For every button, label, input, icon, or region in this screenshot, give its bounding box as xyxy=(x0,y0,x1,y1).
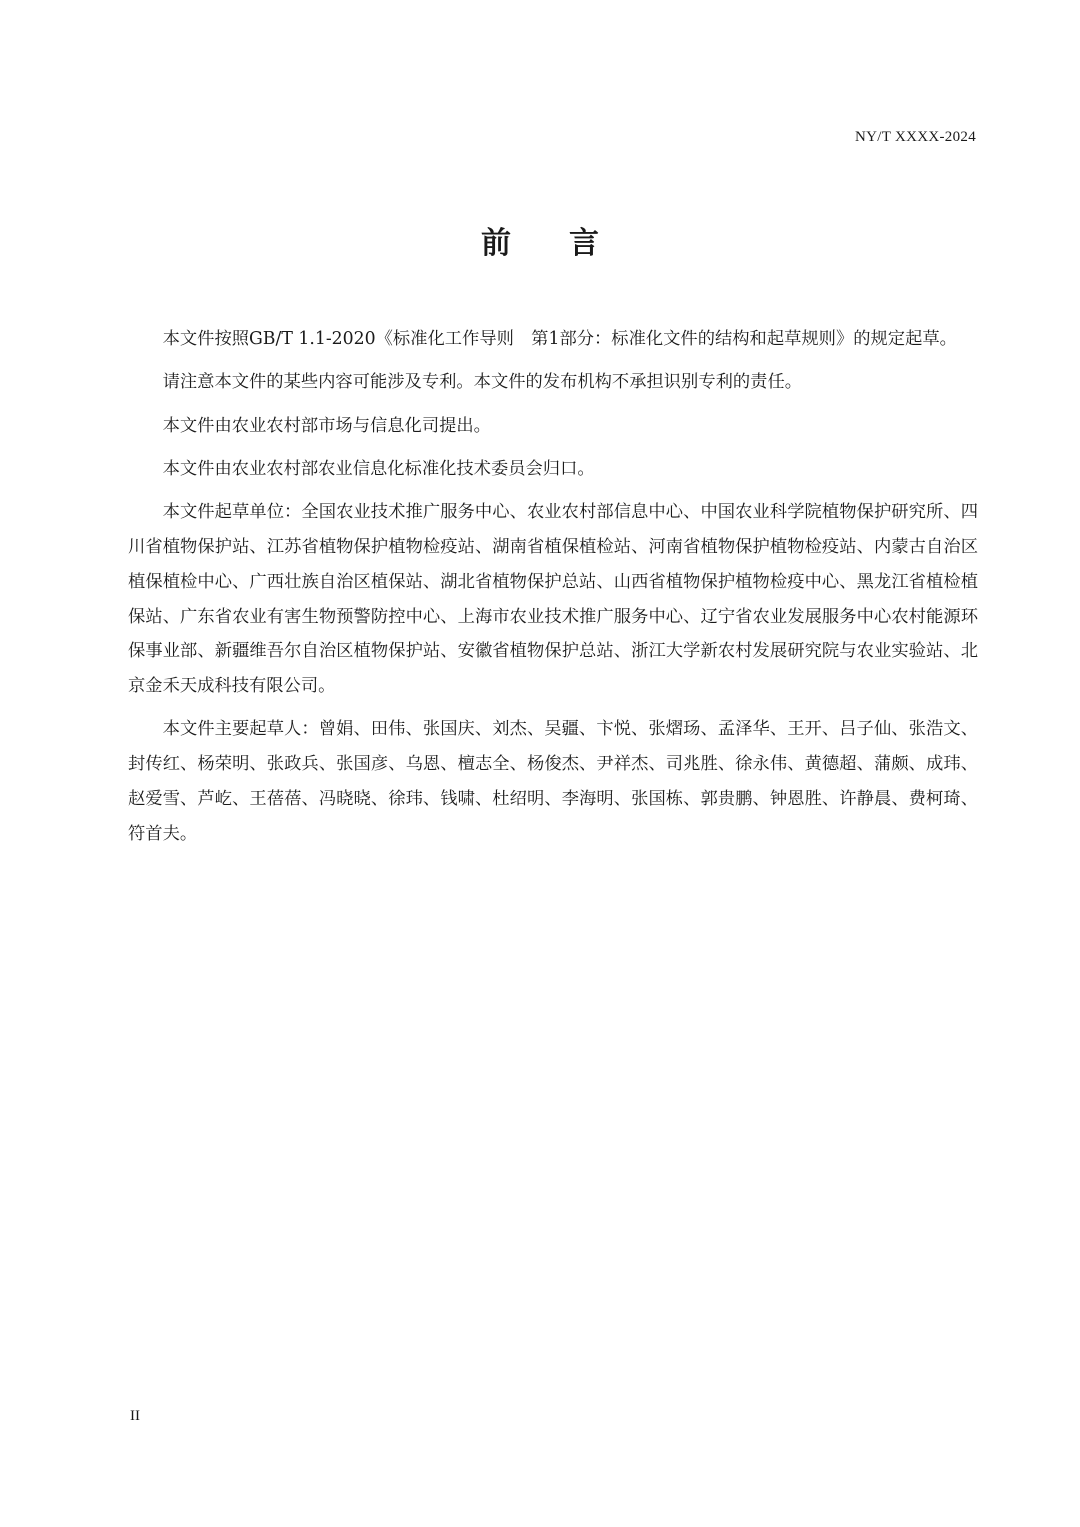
page-number: II xyxy=(130,1408,140,1424)
paragraph-drafting-basis: 本文件按照GB/T 1.1-2020《标准化工作导则 第1部分：标准化文件的结构和起草规则》的规定起草。 xyxy=(162,329,957,349)
standard-number: NY/T XXXX-2024 xyxy=(855,129,976,145)
paragraph-patent-notice: 请注意本文件的某些内容可能涉及专利。本文件的发布机构不承担识别专利的责任。 xyxy=(162,372,803,393)
paragraph-drafting-units: 本文件起草单位：全国农业技术推广服务中心、农业农村部信息中心、中国农业科学院植物保护研究所、四川省植物保护站、江苏省植物保护植物检疫站、湖南省植保植检站、河南省植物保护植物检疫站、内蒙古自治区植保植检中心、广西壮族自治区植保站、湖北省植物保护总站、山西省植物保护植物检疫中心、黑龙江省植检植保站、广东省农业有害生物预警防控中心、上海市农业技术推广服务中心、辽宁省农业发展服务中心农村能源环保事业部、新疆维吾尔自治区植物保护站、安徽省植物保护总站、浙江大学新农村发展研究院与农业实验站、北京金禾天成科技有限公司。 xyxy=(128,502,978,697)
document-body xyxy=(128,322,978,860)
paragraph-responsible-committee: 本文件由农业农村部农业信息化标准化技术委员会归口。 xyxy=(162,458,595,479)
page-title: 前言 xyxy=(481,226,657,261)
paragraph-main-drafters: 本文件主要起草人：曾娟、田伟、张国庆、刘杰、吴疆、卞悦、张熠玚、孟泽华、王开、吕子仙、张浩文、封传红、杨荣明、张政兵、张国彦、乌恩、檀志全、杨俊杰、尹祥杰、司兆胜、徐永伟、黄德超、蒲颇、成玮、赵爱雪、芦屹、王蓓蓓、冯晓晓、徐玮、钱啸、杜绍明、李海明、张国栋、郭贵鹏、钟恩胜、许静晨、费柯琦、符首夫。 xyxy=(128,719,978,844)
paragraph-proposer: 本文件由农业农村部市场与信息化司提出。 xyxy=(162,415,491,436)
